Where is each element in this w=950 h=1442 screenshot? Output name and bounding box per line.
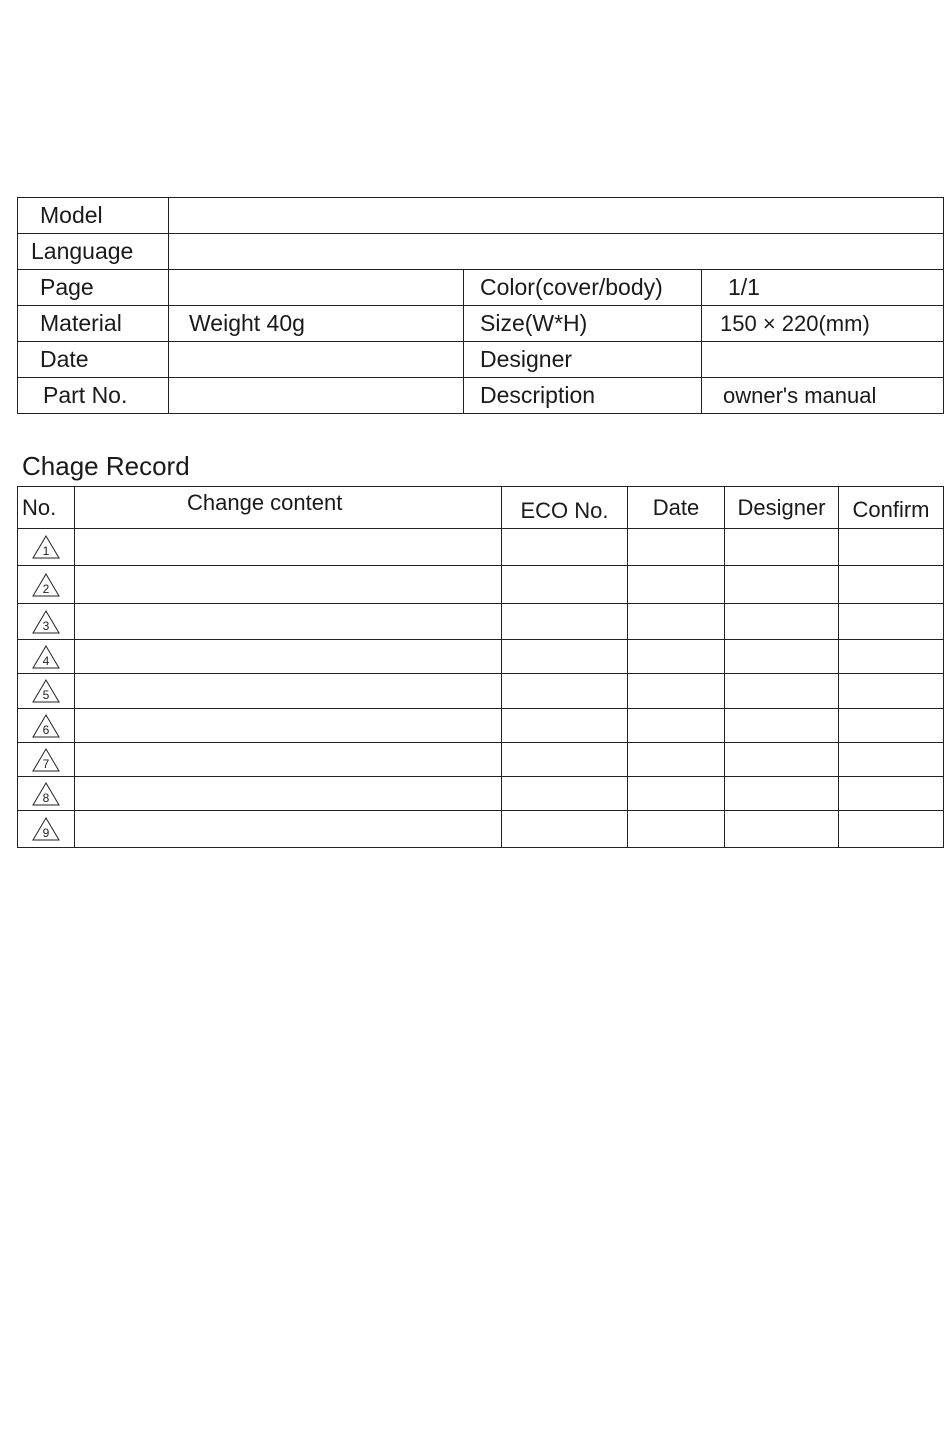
- date-cell: [628, 529, 725, 566]
- header-no: No.: [18, 487, 75, 529]
- confirm-cell: [839, 709, 944, 743]
- confirm-cell: [839, 743, 944, 777]
- designer-cell: [725, 674, 839, 709]
- designer-cell: [725, 811, 839, 848]
- designer-value: [702, 342, 944, 378]
- confirm-cell: [839, 529, 944, 566]
- revision-cell: [18, 811, 75, 848]
- spec-row-model: [18, 198, 944, 234]
- change-record-table: [17, 486, 944, 848]
- revision-triangle-icon: [32, 817, 60, 841]
- revision-number: 4: [42, 653, 50, 668]
- revision-triangle-icon: [32, 573, 60, 597]
- revision-number: 7: [42, 756, 50, 771]
- language-label: Language: [18, 234, 169, 270]
- date-cell: [628, 604, 725, 640]
- revision-triangle-icon: [32, 645, 60, 669]
- designer-cell: [725, 566, 839, 604]
- header-designer: Designer: [725, 487, 839, 529]
- page-label: Page: [18, 270, 169, 306]
- record-row: [18, 709, 944, 743]
- record-row: [18, 529, 944, 566]
- designer-cell: [725, 604, 839, 640]
- revision-number: 5: [42, 688, 50, 702]
- revision-number: 6: [42, 722, 50, 737]
- eco-no-cell: [502, 604, 628, 640]
- revision-number: 9: [42, 826, 50, 840]
- eco-no-cell: [502, 777, 628, 811]
- record-row: [18, 743, 944, 777]
- page-value: [169, 270, 464, 306]
- revision-cell: [18, 674, 75, 709]
- revision-triangle-icon: [32, 679, 60, 703]
- date-cell: [628, 811, 725, 848]
- color-value: 1/1: [702, 270, 944, 306]
- date-cell: [628, 709, 725, 743]
- eco-no-cell: [502, 529, 628, 566]
- change-content-cell: [75, 709, 502, 743]
- change-content-cell: [75, 743, 502, 777]
- designer-cell: [725, 709, 839, 743]
- record-row: [18, 566, 944, 604]
- eco-no-cell: [502, 674, 628, 709]
- eco-no-cell: [502, 811, 628, 848]
- record-row: [18, 777, 944, 811]
- eco-no-cell: [502, 640, 628, 674]
- change-content-cell: [75, 777, 502, 811]
- confirm-cell: [839, 566, 944, 604]
- date-label: Date: [18, 342, 169, 378]
- record-row: [18, 640, 944, 674]
- model-value: [169, 198, 944, 234]
- revision-cell: [18, 529, 75, 566]
- language-value: [169, 234, 944, 270]
- date-cell: [628, 777, 725, 811]
- date-cell: [628, 566, 725, 604]
- description-label: Description: [464, 378, 702, 414]
- material-value: Weight 40g: [169, 306, 464, 342]
- record-header-row: [18, 487, 944, 529]
- revision-cell: [18, 640, 75, 674]
- spec-table: [17, 197, 944, 414]
- confirm-cell: [839, 640, 944, 674]
- partno-label: Part No.: [18, 378, 169, 414]
- revision-triangle-icon: [32, 610, 60, 634]
- designer-cell: [725, 777, 839, 811]
- revision-cell: [18, 777, 75, 811]
- size-label: Size(W*H): [464, 306, 702, 342]
- revision-number: 2: [42, 581, 50, 596]
- revision-cell: [18, 743, 75, 777]
- header-confirm: Confirm: [839, 487, 944, 529]
- record-row: [18, 811, 944, 848]
- revision-cell: [18, 566, 75, 604]
- designer-label: Designer: [464, 342, 702, 378]
- description-value: owner's manual: [702, 378, 944, 414]
- header-change-content: Change content: [75, 487, 502, 529]
- revision-number: 8: [42, 790, 50, 805]
- eco-no-cell: [502, 566, 628, 604]
- change-content-cell: [75, 640, 502, 674]
- date-cell: [628, 640, 725, 674]
- record-body: [18, 529, 944, 848]
- revision-triangle-icon: [32, 535, 60, 559]
- date-cell: [628, 743, 725, 777]
- header-eco-no: ECO No.: [502, 487, 628, 529]
- change-content-cell: [75, 566, 502, 604]
- model-label: Model: [18, 198, 169, 234]
- confirm-cell: [839, 777, 944, 811]
- spec-row-date: [18, 342, 944, 378]
- revision-cell: [18, 709, 75, 743]
- change-content-cell: [75, 674, 502, 709]
- designer-cell: [725, 529, 839, 566]
- confirm-cell: [839, 811, 944, 848]
- spec-row-language: [18, 234, 944, 270]
- record-title: Chage Record: [22, 451, 190, 481]
- revision-cell: [18, 604, 75, 640]
- header-date: Date: [628, 487, 725, 529]
- record-row: [18, 674, 944, 709]
- designer-cell: [725, 640, 839, 674]
- change-content-cell: [75, 604, 502, 640]
- date-cell: [628, 674, 725, 709]
- spec-row-partno: [18, 378, 944, 414]
- revision-triangle-icon: [32, 714, 60, 738]
- spec-row-page: [18, 270, 944, 306]
- change-content-cell: [75, 811, 502, 848]
- confirm-cell: [839, 674, 944, 709]
- record-row: [18, 604, 944, 640]
- change-content-cell: [75, 529, 502, 566]
- color-label: Color(cover/body): [464, 270, 702, 306]
- revision-number: 1: [42, 544, 50, 558]
- designer-cell: [725, 743, 839, 777]
- eco-no-cell: [502, 743, 628, 777]
- revision-number: 3: [42, 618, 50, 633]
- partno-value: [169, 378, 464, 414]
- revision-triangle-icon: [32, 782, 60, 806]
- revision-triangle-icon: [32, 748, 60, 772]
- spec-row-material: [18, 306, 944, 342]
- material-label: Material: [18, 306, 169, 342]
- confirm-cell: [839, 604, 944, 640]
- size-value: 150 × 220(mm): [702, 306, 944, 342]
- eco-no-cell: [502, 709, 628, 743]
- date-value: [169, 342, 464, 378]
